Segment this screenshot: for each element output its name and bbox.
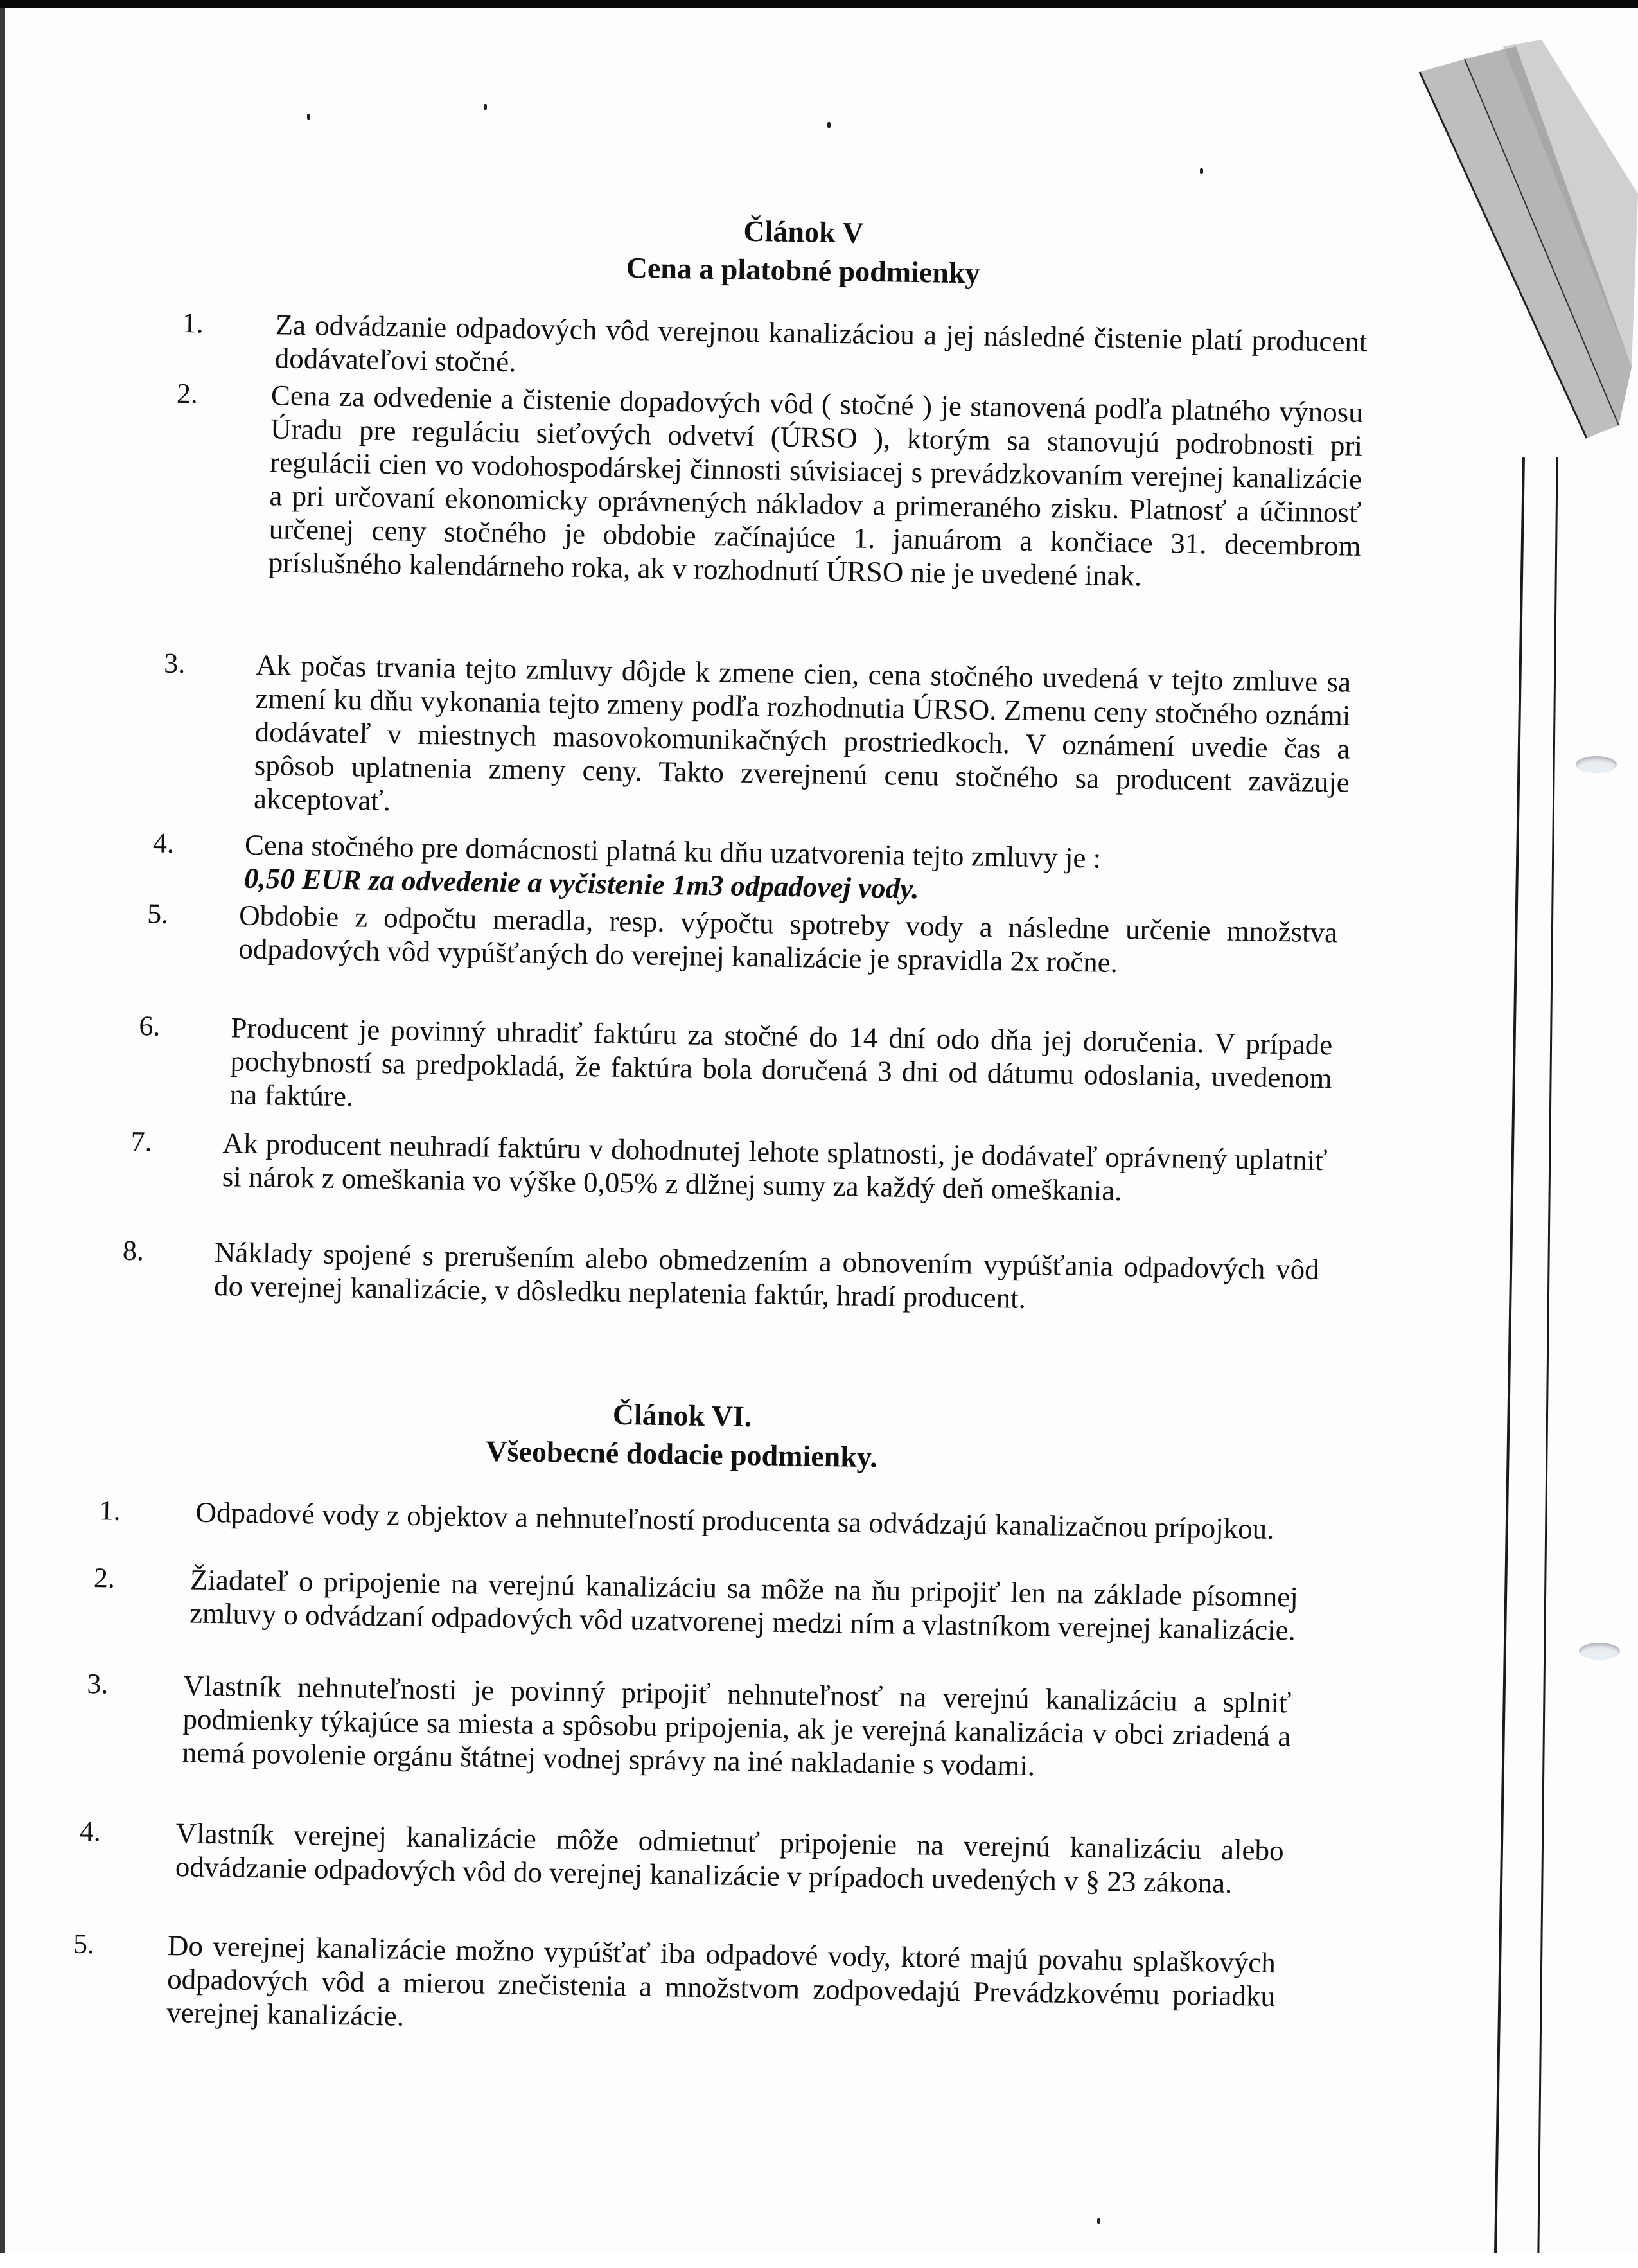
item-text: Obdobie z odpočtu meradla, resp. výpočtu spotreby vody a následne určenie množstva odpadových vôd vypúšťaných do verejnej kanalizácie je spravidla 2x ročne. <box>238 899 1338 979</box>
item-number: 2. <box>93 1562 116 1594</box>
article-5-subtitle: Cena a platobné podmienky <box>626 251 980 290</box>
item-number: 2. <box>176 377 198 410</box>
item-number: 5. <box>73 1927 95 1960</box>
item-text: Vlastník nehnuteľnosti je povinný pripojiť nehnuteľnosť na verejnú kanalizáciu a splniť podmienky týkajúce sa miesta a spôsobu pripojenia, ak je verejná kanalizácia v obci zriadená a nemá povolenie orgánu štátnej vodnej správy na iné nakladanie s vodami. <box>182 1669 1292 1782</box>
item-text: Ak počas trvania tejto zmluvy dôjde k zmene cien, cena stočného uvedená v tejto zmluve sa zmení ku dňu vykonania tejto zmeny podľa rozhodnutia ÚRSO. Zmenu ceny stočného oznámi dodávateľ v miestnych masovokomunikačných prostriedkoch. V oznámení uvedie čas a spôsob uplatnenia zmeny ceny. Takto zverejnenú cenu stočného sa producent zaväzuje akceptovať. <box>253 648 1352 817</box>
item-number: 8. <box>122 1234 145 1267</box>
article-5-title: Článok V <box>743 214 864 249</box>
item-text: Žiadateľ o pripojenie na verejnú kanalizáciu sa môže na ňu pripojiť len na základe písomnej zmluvy o odvádzaní odpadových vôd uzatvorenej medzi ním a vlastníkom verejnej kanalizácie. <box>189 1563 1299 1647</box>
item-number: 7. <box>130 1125 153 1158</box>
article-6-subtitle: Všeobecné dodacie podmienky. <box>486 1434 878 1474</box>
item-number: 4. <box>79 1815 101 1848</box>
item-text <box>244 828 1340 912</box>
price-emphasis: 0,50 EUR za odvedenie a vyčistenie 1m3 odpadovej vody. <box>243 862 920 905</box>
item-number: 6. <box>139 1010 161 1042</box>
item-text: Do verejnej kanalizácie možno vypúšťať iba odpadové vody, ktoré majú povahu splaškových odpadových vôd a mierou znečistenia a množstvom zodpovedajú Prevádzkovému poriadku verejnej kanalizácie. <box>166 1929 1276 2032</box>
item-number: 3. <box>164 647 186 680</box>
item-number: 3. <box>87 1667 109 1700</box>
item-text: Za odvádzanie odpadových vôd verejnou kanalizáciou a jej následné čistenie platí producent dodávateľovi stočné. <box>274 308 1368 378</box>
item-text: Ak producent neuhradí faktúru v dohodnutej lehote splatnosti, je dodávateľ oprávnený uplatniť si nárok z omeškania vo výške 0,05% z dlžnej sumy za každý deň omeškania. <box>222 1127 1328 1207</box>
item-number: 5. <box>146 898 169 930</box>
item-number: 4. <box>152 827 175 859</box>
item-text: Náklady spojené s prerušením alebo obmedzením a obnovením vypúšťania odpadových vôd do verejnej kanalizácie, v dôsledku neplatenia faktúr, hradí producent. <box>213 1236 1320 1315</box>
item-number: 1. <box>182 307 204 339</box>
item-number: 1. <box>99 1494 121 1527</box>
item-text-main: Cena stočného pre domácnosti platná ku dňu uzatvorenia tejto zmluvy je : <box>244 828 1102 874</box>
item-text: Producent je povinný uhradiť faktúru za stočné do 14 dní odo dňa jej doručenia. V prípade pochybností sa predpokladá, že faktúra bola doručená 3 dni od dátumu odoslania, uvedenom na faktúre. <box>229 1011 1333 1113</box>
item-text: Cena za odvedenie a čistenie dopadových vôd ( stočné ) je stanovená podľa platného výnosu Úradu pre reguláciu sieťových odvetví (ÚRSO ), ktorým sa stanovujú podrobnosti pri regulácii cien vo vodohospodárskej činnosti súvisiacej s prevádzkovaním verejnej kanalizácie a pri určovaní ekonomicky oprávnených nákladov a primeraného zisku. Platnosť a účinnosť určenej ceny stočného je obdobie začínajúce 1. januárom a končiace 31. decembrom príslušného kalendárneho roka, ak v rozhodnutí ÚRSO nie je uvedené inak. <box>268 379 1364 592</box>
item-text: Vlastník verejnej kanalizácie môže odmietnuť pripojenie na verejnú kanalizáciu alebo odvádzanie odpadových vôd do verejnej kanalizácie v prípadoch uvedených v § 23 zákona. <box>175 1817 1284 1900</box>
article-6-title: Článok VI. <box>612 1397 752 1433</box>
item-text: Odpadové vody z objektov a nehnuteľností producenta sa odvádzajú kanalizačnou prípojkou. <box>195 1496 1274 1545</box>
